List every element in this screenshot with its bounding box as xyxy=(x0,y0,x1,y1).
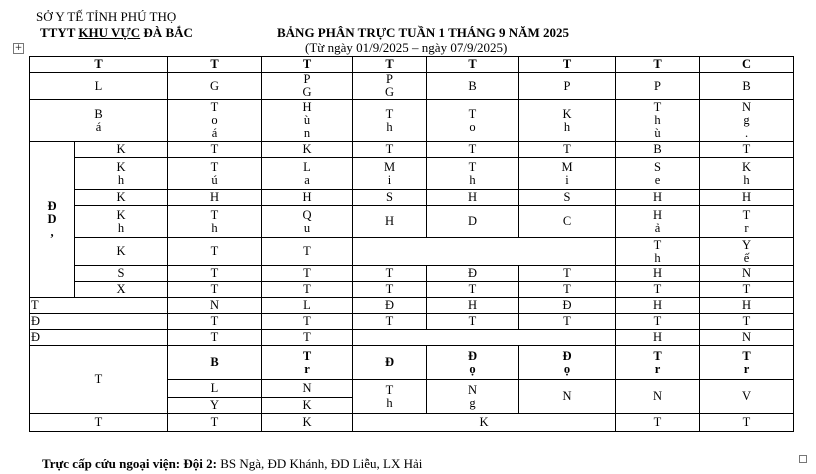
nursing-cell xyxy=(700,266,794,282)
row-label-task xyxy=(30,298,168,314)
cell-line: X xyxy=(116,282,126,296)
column-header-5 xyxy=(519,57,616,73)
resident-duty-role-header xyxy=(519,346,616,380)
cell-line: B xyxy=(653,142,662,156)
column-header-day xyxy=(30,57,168,73)
cell-line: T xyxy=(468,142,477,156)
cell-line: N xyxy=(741,100,752,114)
cell-line: N xyxy=(209,298,220,312)
empty-merged-cell xyxy=(353,238,616,266)
orderly-cell xyxy=(168,414,262,432)
nursing-cell xyxy=(168,206,262,238)
cell-line: T xyxy=(94,57,103,71)
date-range: (Từ ngày 01/9/2025 – ngày 07/9/2025) xyxy=(305,40,508,55)
cell-line: T xyxy=(742,207,751,222)
cell-line: T xyxy=(385,142,394,156)
cell-line: Đ xyxy=(562,348,572,363)
table-move-handle-icon[interactable]: + xyxy=(14,43,23,53)
cell-line: Đ xyxy=(384,355,395,369)
nursing-cell xyxy=(616,142,700,158)
cell-line: Y xyxy=(209,398,220,412)
department-label xyxy=(75,266,168,282)
cell-line: L xyxy=(303,159,311,174)
unit-suffix: ĐÀ BẮC xyxy=(140,25,193,40)
cell-line: T xyxy=(385,282,394,296)
cell-line: G xyxy=(384,85,395,99)
nursing-cell xyxy=(616,190,700,206)
resident-duty-role-header xyxy=(616,346,700,380)
cell-line: T xyxy=(302,348,312,363)
cell-line: Đ xyxy=(467,348,478,363)
cell-line: S xyxy=(117,266,125,280)
cell-line: T xyxy=(468,106,477,121)
cell-line: , xyxy=(50,225,54,239)
task-cell xyxy=(353,298,427,314)
task-cell xyxy=(700,330,794,346)
cell-line: H xyxy=(741,190,752,204)
department-label xyxy=(75,158,168,190)
cell-line: Q xyxy=(302,207,312,222)
leadership-cell xyxy=(262,73,353,100)
nursing-cell xyxy=(616,238,700,266)
nursing-cell xyxy=(262,206,353,238)
nursing-cell xyxy=(519,190,616,206)
column-header-6 xyxy=(616,57,700,73)
cell-line: L xyxy=(210,381,219,395)
cell-line: á xyxy=(211,126,218,140)
resident-duty-cell xyxy=(168,398,262,414)
task-cell xyxy=(168,314,262,330)
nursing-cell xyxy=(427,266,519,282)
cell-line: T xyxy=(385,266,394,280)
department-label xyxy=(75,238,168,266)
cell-line: ế xyxy=(743,250,750,265)
nursing-cell xyxy=(700,190,794,206)
task-cell xyxy=(700,298,794,314)
nursing-cell xyxy=(519,266,616,282)
cell-line: K xyxy=(302,398,312,412)
nursing-cell xyxy=(700,282,794,298)
nursing-cell xyxy=(427,158,519,190)
cell-line: h xyxy=(386,395,393,410)
nursing-cell xyxy=(262,282,353,298)
nursing-cell xyxy=(519,282,616,298)
cell-line: h xyxy=(386,119,393,134)
cell-line: L xyxy=(303,298,311,312)
resident-duty-cell xyxy=(353,380,427,414)
doctor-cell xyxy=(262,100,353,142)
resident-duty-cell xyxy=(519,380,616,414)
cell-line: K xyxy=(741,159,752,174)
cell-line: H xyxy=(209,190,220,204)
leadership-cell xyxy=(353,73,427,100)
cell-line: C xyxy=(741,57,752,71)
nursing-cell xyxy=(519,206,616,238)
resident-duty-role-header xyxy=(353,346,427,380)
cell-line: T xyxy=(210,314,219,328)
cell-line: T xyxy=(562,57,572,71)
cell-line: h xyxy=(563,119,571,134)
cell-line: T xyxy=(94,415,103,429)
nursing-cell xyxy=(616,282,700,298)
department-name: SỞ Y TẾ TỈNH PHÚ THỌ xyxy=(36,9,177,24)
cell-line: P xyxy=(386,72,393,86)
doctor-cell xyxy=(700,100,794,142)
cell-line: T xyxy=(210,282,219,296)
cell-line: T xyxy=(210,142,219,156)
task-cell xyxy=(616,314,700,330)
column-header-1 xyxy=(168,57,262,73)
unit-name xyxy=(40,26,193,40)
doctor-cell xyxy=(168,100,262,142)
cell-line: Đ xyxy=(384,298,395,312)
resident-duty-role-header xyxy=(262,346,353,380)
cell-line: r xyxy=(744,220,749,235)
cell-line: T xyxy=(303,282,311,296)
cell-line: T xyxy=(302,57,312,71)
nursing-cell xyxy=(353,266,427,282)
row-label-resident-duty xyxy=(30,346,168,414)
cell-line: . xyxy=(744,126,749,140)
cell-line: K xyxy=(562,106,572,121)
cell-line: T xyxy=(303,244,311,258)
cell-line: ù xyxy=(303,113,311,127)
column-header-7 xyxy=(700,57,794,73)
cell-line: P xyxy=(303,72,311,86)
cell-line: D xyxy=(467,214,478,228)
cell-line: H xyxy=(467,298,478,312)
task-cell xyxy=(616,298,700,314)
cell-line: N xyxy=(741,266,752,280)
nursing-cell xyxy=(262,266,353,282)
cell-line: ú xyxy=(211,172,218,187)
cell-line: h xyxy=(654,113,661,127)
cell-line: T xyxy=(210,57,219,71)
cell-line: B xyxy=(210,355,219,369)
cell-line: K xyxy=(116,244,126,258)
orderly-cell xyxy=(262,414,353,432)
cell-line: Đ xyxy=(47,199,57,213)
nursing-cell xyxy=(519,158,616,190)
cell-line: T xyxy=(563,314,571,328)
cell-line: ả xyxy=(654,220,661,235)
nursing-cell xyxy=(262,190,353,206)
ambulance-team-note xyxy=(42,457,422,471)
cell-line: H xyxy=(467,190,478,204)
cell-line: Đ xyxy=(467,266,478,280)
cell-line: g xyxy=(743,113,750,127)
page-title: BẢNG PHÂN TRỰC TUẦN 1 THÁNG 9 NĂM 2025 xyxy=(277,25,570,40)
cell-line: V xyxy=(741,389,752,403)
empty-merged-cell xyxy=(353,330,616,346)
department-label xyxy=(75,142,168,158)
column-header-2 xyxy=(262,57,353,73)
cell-line: T xyxy=(742,415,751,429)
nursing-cell xyxy=(700,206,794,238)
nursing-cell xyxy=(616,158,700,190)
cell-line: T xyxy=(563,282,571,296)
column-header-4 xyxy=(427,57,519,73)
cell-line: H xyxy=(652,298,663,312)
cell-line: G xyxy=(209,78,220,93)
cell-line: G xyxy=(302,85,312,99)
cell-line: T xyxy=(653,282,662,296)
nursing-cell xyxy=(168,158,262,190)
cell-line: T xyxy=(385,382,394,397)
department-label xyxy=(75,282,168,298)
orderly-cell xyxy=(700,414,794,432)
nursing-cell xyxy=(616,206,700,238)
cell-line: T xyxy=(385,314,394,328)
cell-line: T xyxy=(303,266,311,280)
nursing-cell xyxy=(353,190,427,206)
row-label-leadership xyxy=(30,73,168,100)
cell-line: N xyxy=(741,330,752,344)
cell-line: B xyxy=(468,78,477,93)
cell-line: T xyxy=(94,372,103,386)
nursing-group-label xyxy=(30,142,75,298)
column-header-3 xyxy=(353,57,427,73)
cell-line: Y xyxy=(741,237,752,252)
orderly-cell xyxy=(616,414,700,432)
task-cell xyxy=(262,298,353,314)
cell-line: D xyxy=(47,212,57,226)
nursing-cell xyxy=(262,142,353,158)
cell-line: T xyxy=(303,330,311,344)
cell-line: K xyxy=(302,142,312,156)
resident-duty-cell xyxy=(168,380,262,398)
nursing-cell xyxy=(700,158,794,190)
nursing-cell xyxy=(700,238,794,266)
nursing-cell xyxy=(353,282,427,298)
table-resize-handle[interactable] xyxy=(799,455,807,463)
cell-line: N xyxy=(652,389,663,403)
cell-line: T xyxy=(210,159,219,174)
cell-line: K xyxy=(116,142,126,156)
resident-duty-cell xyxy=(616,380,700,414)
resident-duty-cell xyxy=(262,398,353,414)
cell-line: T xyxy=(653,415,662,429)
cell-line: T xyxy=(742,314,751,328)
doctor-cell xyxy=(616,100,700,142)
cell-line: h xyxy=(469,172,476,187)
cell-line: K xyxy=(116,190,126,204)
cell-line: r xyxy=(743,361,750,376)
cell-line: H xyxy=(302,190,312,204)
cell-line: T xyxy=(742,348,751,363)
cell-line: r xyxy=(304,361,310,376)
leadership-cell xyxy=(519,73,616,100)
cell-line: T xyxy=(31,298,39,312)
nursing-cell xyxy=(427,190,519,206)
cell-line: H xyxy=(652,266,663,280)
cell-line: i xyxy=(565,172,569,187)
cell-line: B xyxy=(742,78,751,93)
row-label-doctors xyxy=(30,100,168,142)
cell-line: Đ xyxy=(31,330,41,344)
cell-line: T xyxy=(210,100,219,114)
cell-line: T xyxy=(385,57,394,71)
cell-line: e xyxy=(654,172,661,187)
nursing-cell xyxy=(353,206,427,238)
leadership-cell xyxy=(616,73,700,100)
cell-line: M xyxy=(383,159,396,174)
resident-duty-role-header xyxy=(700,346,794,380)
cell-line: h xyxy=(654,250,661,265)
task-cell xyxy=(427,314,519,330)
cell-line: S xyxy=(654,159,661,174)
cell-line: T xyxy=(210,244,219,258)
ambulance-text: BS Ngà, ĐD Khánh, ĐD Liễu, LX Hải xyxy=(216,456,423,471)
cell-line: h xyxy=(743,172,750,187)
nursing-cell xyxy=(168,266,262,282)
cell-line: T xyxy=(468,282,477,296)
task-cell xyxy=(700,314,794,330)
nursing-cell xyxy=(353,158,427,190)
row-label-task xyxy=(30,314,168,330)
nursing-cell xyxy=(262,158,353,190)
cell-line: o xyxy=(211,113,218,127)
cell-line: h xyxy=(117,172,125,187)
cell-line: T xyxy=(468,57,477,71)
row-label-orderly xyxy=(30,414,168,432)
nursing-cell xyxy=(168,238,262,266)
cell-line: T xyxy=(385,106,394,121)
department-label xyxy=(75,206,168,238)
cell-line: K xyxy=(479,415,489,429)
cell-line: n xyxy=(303,126,311,140)
nursing-cell xyxy=(353,142,427,158)
cell-line: K xyxy=(116,207,126,222)
cell-line: T xyxy=(653,100,662,114)
unit-prefix: TTYT xyxy=(40,25,79,40)
cell-line: o xyxy=(469,119,476,134)
cell-line: N xyxy=(467,382,478,397)
cell-line: ọ xyxy=(563,361,571,376)
cell-line: r xyxy=(654,361,661,376)
cell-line: M xyxy=(561,159,573,174)
resident-duty-cell xyxy=(262,380,353,398)
nursing-cell xyxy=(168,282,262,298)
task-cell xyxy=(168,330,262,346)
task-cell xyxy=(262,330,353,346)
nursing-cell xyxy=(427,206,519,238)
task-cell xyxy=(168,298,262,314)
nursing-cell xyxy=(427,282,519,298)
doctor-cell xyxy=(427,100,519,142)
cell-line: T xyxy=(742,282,751,296)
doctor-cell xyxy=(519,100,616,142)
task-cell xyxy=(616,330,700,346)
cell-line: T xyxy=(653,57,662,71)
cell-line: T xyxy=(563,142,571,156)
leadership-cell xyxy=(168,73,262,100)
cell-line: H xyxy=(741,298,752,312)
leadership-cell xyxy=(427,73,519,100)
department-label xyxy=(75,190,168,206)
duty-roster-table xyxy=(29,56,794,432)
cell-line: L xyxy=(94,78,103,93)
cell-line: C xyxy=(562,214,572,228)
cell-line: T xyxy=(210,415,219,429)
nursing-cell xyxy=(427,142,519,158)
task-cell xyxy=(353,314,427,330)
task-cell xyxy=(262,314,353,330)
cell-line: H xyxy=(384,214,395,228)
cell-line: B xyxy=(94,106,103,121)
cell-line: h xyxy=(117,220,125,235)
cell-line: T xyxy=(563,266,571,280)
cell-line: a xyxy=(304,172,310,187)
cell-line: H xyxy=(302,100,312,114)
doctor-cell xyxy=(353,100,427,142)
nursing-cell xyxy=(519,142,616,158)
nursing-cell xyxy=(616,266,700,282)
cell-line: S xyxy=(386,190,393,204)
cell-line: T xyxy=(653,348,662,363)
resident-duty-cell xyxy=(427,380,519,414)
cell-line: T xyxy=(210,266,219,280)
cell-line: T xyxy=(210,207,219,222)
task-cell xyxy=(519,314,616,330)
cell-line: H xyxy=(652,190,663,204)
cell-line: S xyxy=(563,190,571,204)
cell-line: P xyxy=(654,78,661,93)
cell-line: ù xyxy=(654,126,661,140)
cell-line: T xyxy=(742,142,751,156)
cell-line: T xyxy=(468,314,477,328)
cell-line: Đ xyxy=(31,314,41,328)
leadership-cell xyxy=(700,73,794,100)
cell-line: Đ xyxy=(562,298,572,312)
cell-line: H xyxy=(652,207,663,222)
cell-line: P xyxy=(563,78,571,93)
orderly-cell xyxy=(353,414,616,432)
ambulance-label: Trực cấp cứu ngoại viện: Đội 2: xyxy=(42,456,217,471)
nursing-cell xyxy=(262,238,353,266)
unit-underlined: KHU VỰC xyxy=(78,25,141,40)
task-cell xyxy=(519,298,616,314)
cell-line: ọ xyxy=(469,361,476,376)
nursing-cell xyxy=(168,142,262,158)
cell-line: á xyxy=(95,119,102,134)
row-label-task xyxy=(30,330,168,346)
cell-line: H xyxy=(652,330,663,344)
cell-line: N xyxy=(302,381,312,395)
cell-line: T xyxy=(210,330,219,344)
cell-line: i xyxy=(387,172,392,187)
cell-line: T xyxy=(468,159,477,174)
resident-duty-role-header xyxy=(168,346,262,380)
cell-line: g xyxy=(469,395,476,410)
resident-duty-cell xyxy=(700,380,794,414)
cell-line: u xyxy=(303,220,311,235)
cell-line: N xyxy=(562,389,572,403)
resident-duty-role-header xyxy=(427,346,519,380)
nursing-cell xyxy=(168,190,262,206)
cell-line: T xyxy=(303,314,311,328)
cell-line: T xyxy=(653,237,662,252)
cell-line: K xyxy=(116,159,126,174)
nursing-cell xyxy=(700,142,794,158)
task-cell xyxy=(427,298,519,314)
cell-line: T xyxy=(653,314,662,328)
cell-line: h xyxy=(211,220,218,235)
cell-line: K xyxy=(302,415,312,429)
